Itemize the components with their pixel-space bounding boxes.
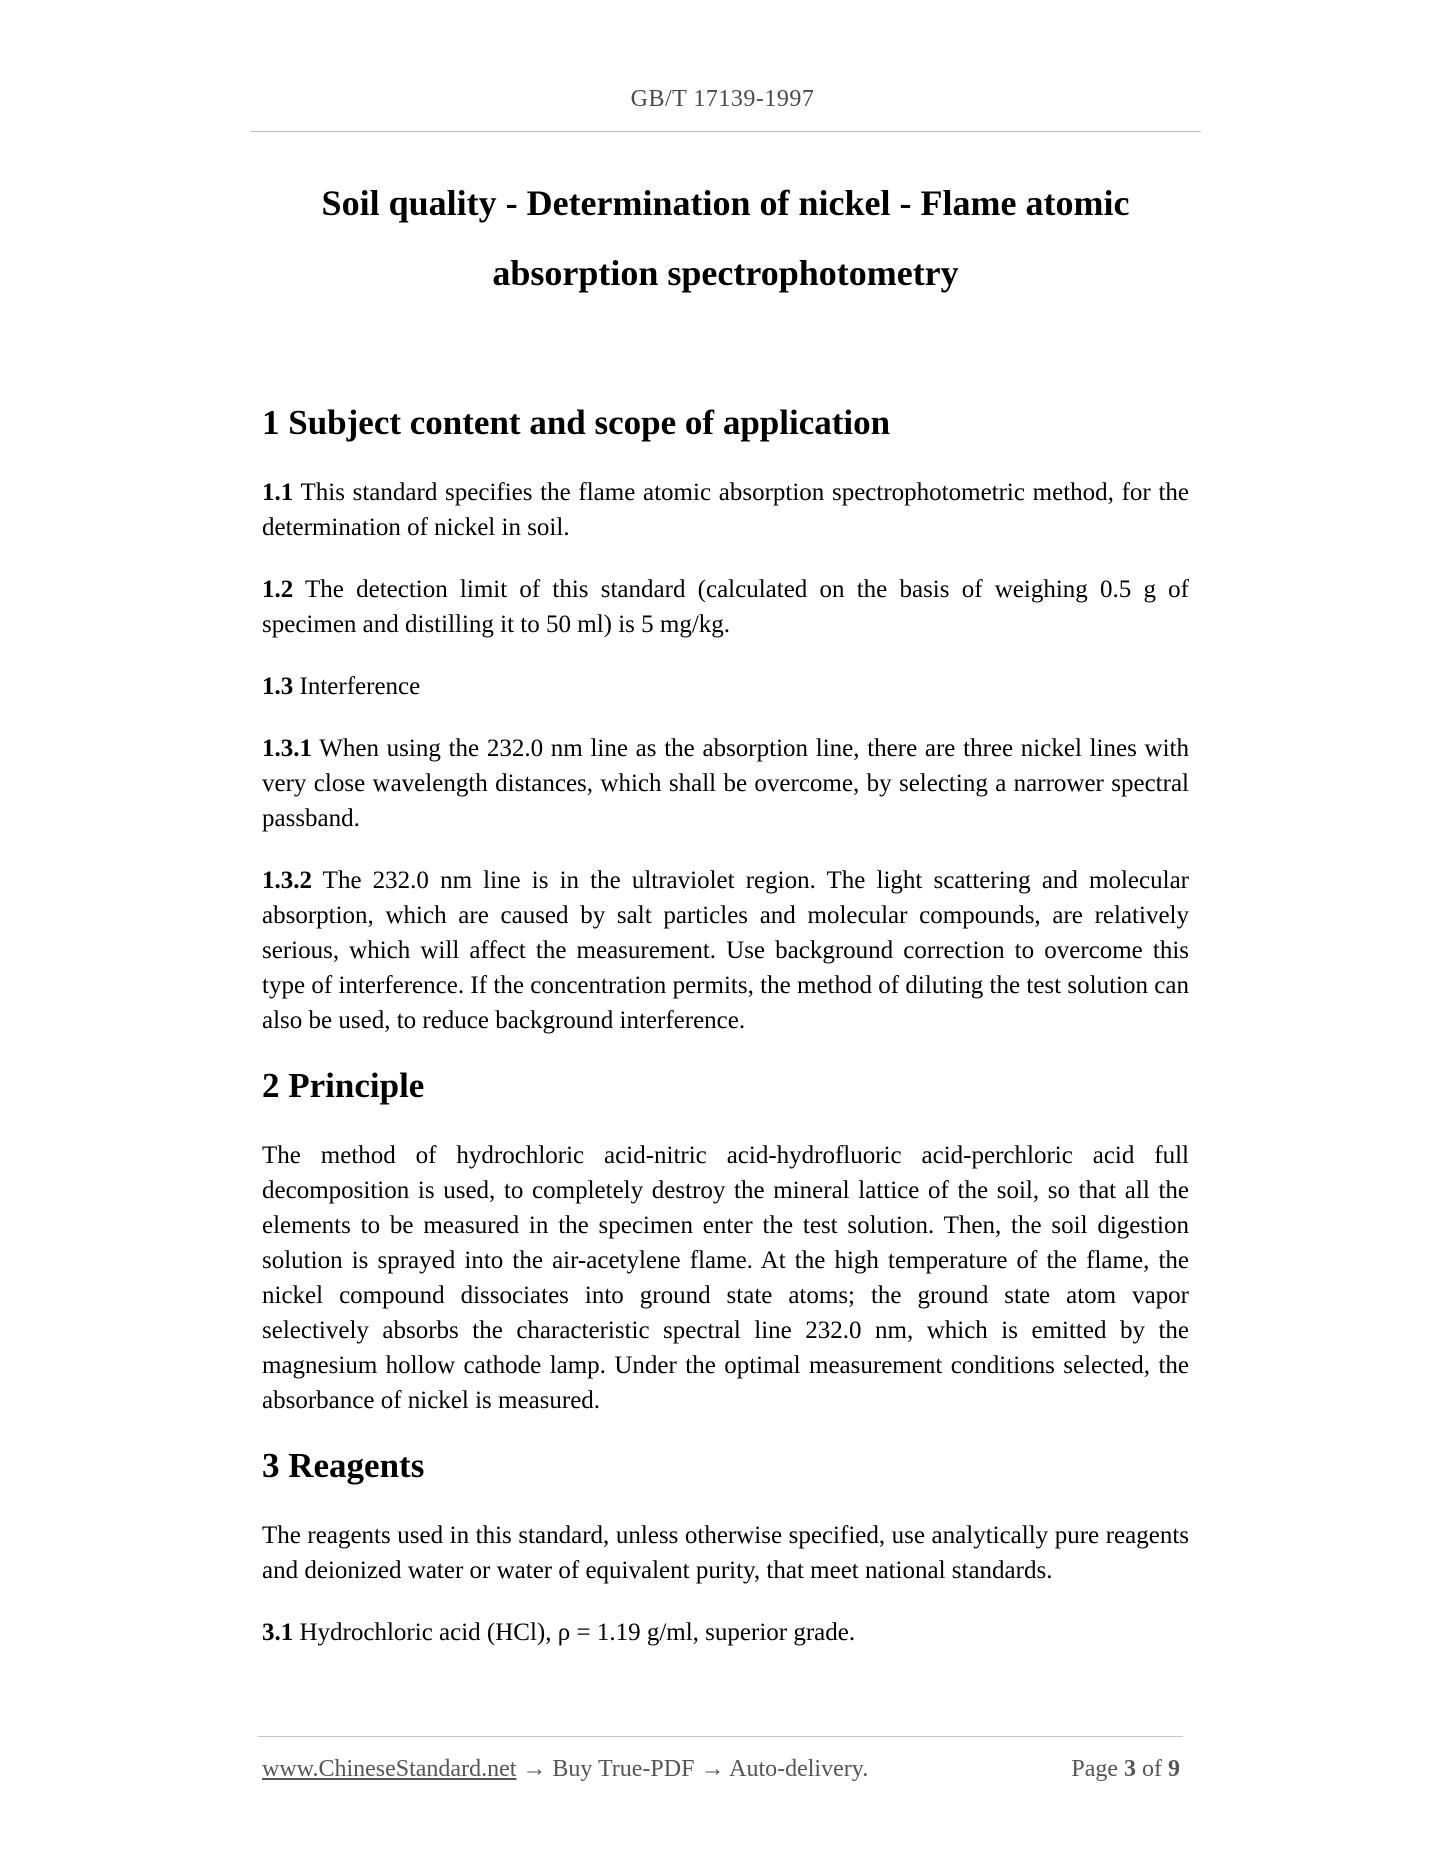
footer-divider — [258, 1736, 1183, 1737]
footer-promo — [262, 1756, 868, 1783]
reagents-paragraph: The reagents used in this standard, unless otherwise specified, use analytically pure reagents and deionized water or water of equivalent purity, that meet national standards. — [262, 1522, 1189, 1584]
clause-1-2 — [262, 572, 1189, 642]
page-indicator — [1071, 1756, 1180, 1783]
clause-1-3 — [262, 669, 1189, 704]
clause-3-1 — [262, 1615, 1189, 1650]
page-label: Page — [1071, 1756, 1124, 1782]
total-page-number: 9 — [1168, 1756, 1180, 1782]
document-title-line-1: Soil quality - Determination of nickel - Flame atomic — [321, 183, 1130, 223]
clause-number: 1.3.2 — [262, 867, 312, 894]
document-body — [262, 395, 1189, 1650]
clause-text: This standard specifies the flame atomic absorption spectrophotometric method, for the determination of nickel in soil. — [262, 479, 1189, 541]
header-divider — [250, 131, 1201, 132]
principle-paragraph: The method of hydrochloric acid-nitric acid-hydrofluoric acid-perchloric acid full decomposition is used, to completely destroy the mineral lattice of the soil, so that all the elements to be measured in the specimen enter the test solution. Then, the soil digestion solution is sprayed into the air-acetylene flame. At the high temperature of the flame, the nickel compound dissociates into ground state atoms; the ground state atom vapor selectively absorbs the characteristic spectral line 232.0 nm, which is emitted by the magnesium hollow cathode lamp. Under the optimal measurement conditions selected, the absorbance of nickel is measured. — [262, 1142, 1189, 1414]
current-page-number: 3 — [1124, 1756, 1136, 1782]
footer-promo-text: → Buy True-PDF → Auto-delivery. — [516, 1756, 869, 1782]
clause-text: Hydrochloric acid (HCl), ρ = 1.19 g/ml, superior grade. — [293, 1619, 856, 1646]
page-of-label: of — [1136, 1756, 1168, 1782]
clause-number: 1.1 — [262, 479, 294, 506]
header-document-id: GB/T 17139-1997 — [630, 86, 815, 112]
section-3-heading: 3 Reagents — [262, 1446, 425, 1485]
clause-number: 1.3 — [262, 673, 294, 700]
clause-1-1 — [262, 475, 1189, 545]
clause-number: 1.2 — [262, 576, 294, 603]
clause-1-3-1 — [262, 731, 1189, 836]
clause-1-3-2 — [262, 863, 1189, 1038]
chinese-standard-link[interactable]: www.ChineseStandard.net — [262, 1756, 517, 1782]
clause-text: When using the 232.0 nm line as the absorption line, there are three nickel lines with very close wavelength distances, which shall be overcome, by selecting a narrower spectral passband. — [262, 735, 1189, 832]
document-title-line-2: absorption spectrophotometry — [492, 253, 959, 293]
clause-text: Interference — [293, 673, 421, 700]
clause-text: The 232.0 nm line is in the ultraviolet region. The light scattering and molecular absorption, which are caused by salt particles and molecular compounds, are relatively serious, which will affect the measurement. Use background correction to overcome this type of interference. If the concentration permits, the method of diluting the test solution can also be used, to reduce background interference. — [262, 867, 1189, 1034]
document-title — [250, 168, 1201, 308]
clause-number: 1.3.1 — [262, 735, 312, 762]
clause-number: 3.1 — [262, 1619, 294, 1646]
section-1-heading: 1 Subject content and scope of application — [262, 403, 891, 442]
clause-text: The detection limit of this standard (calculated on the basis of weighing 0.5 g of specimen and distilling it to 50 ml) is 5 mg/kg. — [262, 576, 1189, 638]
section-2-heading: 2 Principle — [262, 1066, 425, 1105]
